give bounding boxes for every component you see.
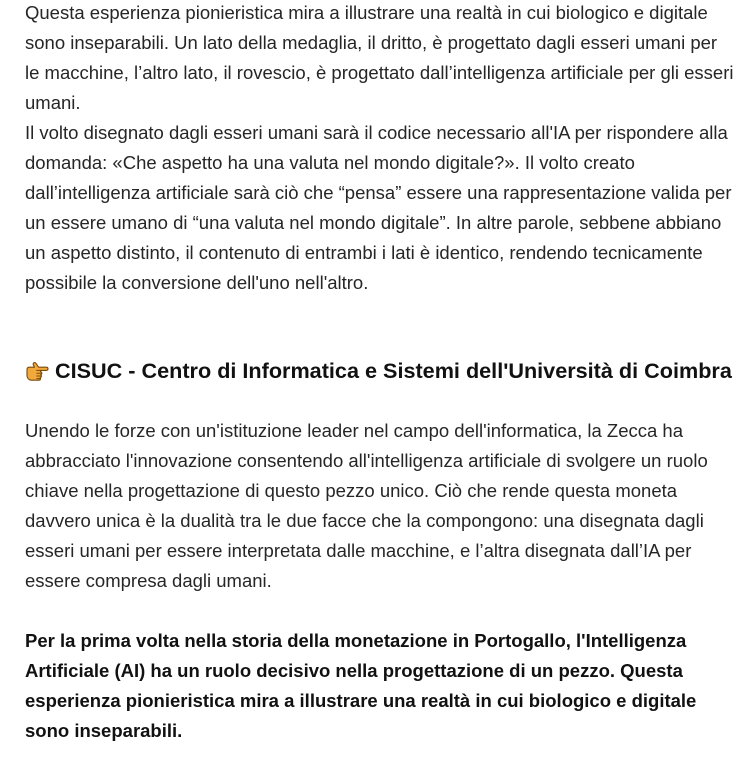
spacer xyxy=(25,386,735,416)
spacer xyxy=(25,298,735,356)
article-body xyxy=(25,0,735,746)
intro-paragraph-1: Questa esperienza pionieristica mira a illustrare una realtà in cui biologico e digitale sono inseparabili. Un lato della medaglia, il dritto, è progettato dagli esseri umani per le macchine, l’altro lato, il rovescio, è progettato dall’intelligenza artificiale per gli esseri umani. xyxy=(25,2,734,113)
section-heading-text: CISUC - Centro di Informatica e Sistemi dell'Università di Coimbra xyxy=(55,358,732,383)
intro-paragraph-2: Il volto disegnato dagli esseri umani sarà il codice necessario all'IA per rispondere alla domanda: «Che aspetto ha una valuta nel mondo digitale?». Il volto creato dall’intelligenza artificiale sarà ciò che “pensa” essere una rappresentazione valida per un essere umano di “una valuta nel mondo digitale”. In altre parole, sebbene abbiano un aspetto distinto, il contenuto di entrambi i lati è identico, rendendo tecnicamente possibile la conversione dell'uno nell'altro. xyxy=(25,122,732,293)
section-heading xyxy=(25,356,735,386)
section-paragraph: Unendo le forze con un'istituzione leader nel campo dell'informatica, la Zecca ha abbracciato l'innovazione consentendo all'intelligenza artificiale di svolgere un ruolo chiave nella progettazione di questo pezzo unico. Ciò che rende questa moneta davvero unica è la dualità tra le due facce che la compongono: una disegnata dagli esseri umani per essere interpretata dalle macchine, e l’altra disegnata dall’IA per essere compresa dagli umani. xyxy=(25,420,708,591)
pointing-hand-icon xyxy=(25,360,49,382)
bold-paragraph: Per la prima volta nella storia della monetazione in Portogallo, l'Intelligenza Artificiale (AI) ha un ruolo decisivo nella progettazione di un pezzo. Questa esperienza pionieristica mira a illustrare una realtà in cui biologico e digitale sono inseparabili. xyxy=(25,630,697,741)
spacer xyxy=(25,596,735,626)
